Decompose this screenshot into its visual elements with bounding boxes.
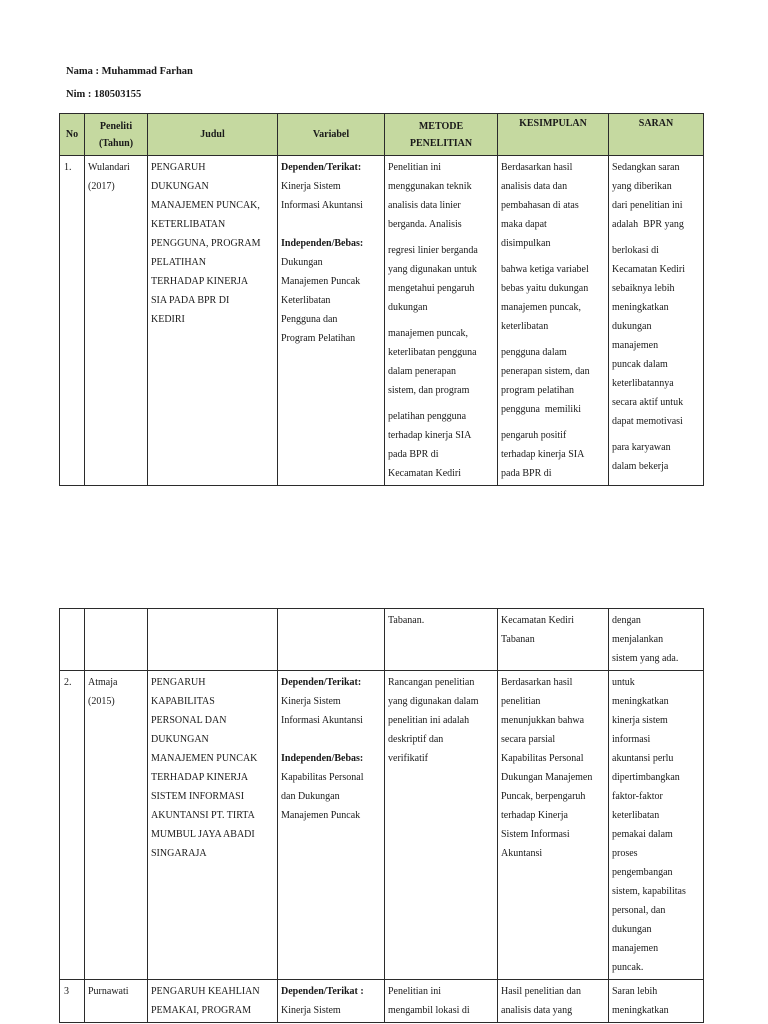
text-line: MUMBUL JAYA ABADI xyxy=(151,829,255,840)
text-line: pengaruh positif xyxy=(501,430,567,441)
col-metode-line1: METODE xyxy=(418,120,464,132)
text-line: proses xyxy=(612,848,638,859)
text-line: pembahasan di atas xyxy=(501,200,579,211)
col-peneliti-line1: Peneliti xyxy=(99,120,133,132)
text-line: Rancangan penelitian xyxy=(388,677,475,688)
table-row-continued xyxy=(60,609,704,671)
text-line: sistem, kapabilitas xyxy=(612,886,686,897)
text-line: pengguna memiliki xyxy=(501,404,581,415)
text-line: berganda. Analisis xyxy=(388,219,462,230)
text-line: pengguna dalam xyxy=(501,347,567,358)
text-line: Berdasarkan hasil xyxy=(501,677,573,688)
saran-part-a xyxy=(612,158,700,234)
text-line: Sedangkan saran xyxy=(612,162,680,173)
text-line: Manajemen Puncak xyxy=(281,276,361,287)
kesimpulan-part-d xyxy=(501,426,605,483)
text-line: Penelitian ini xyxy=(388,986,442,997)
text-line: pelatihan pengguna xyxy=(388,411,467,422)
text-line: dipertimbangkan xyxy=(612,772,680,783)
text-line: yang diberikan xyxy=(612,181,672,192)
row-judul xyxy=(148,156,278,486)
text-line: yang digunakan dalam xyxy=(388,696,479,707)
kesimpulan-part-c xyxy=(501,343,605,419)
text-line: puncak. xyxy=(612,962,644,973)
row-peneliti xyxy=(85,980,148,1023)
text-line: meningkatkan xyxy=(612,696,669,707)
text-line: Kinerja Sistem xyxy=(281,181,341,192)
col-peneliti-line2: (Tahun) xyxy=(98,137,134,149)
saran-part-b xyxy=(612,241,700,431)
var-dependent-list xyxy=(281,1001,381,1020)
text-line: Hasil penelitian dan xyxy=(501,986,581,997)
row-kesimpulan xyxy=(498,671,609,980)
text-line: Tabanan xyxy=(501,634,535,645)
text-line: keterlibatan xyxy=(612,810,660,821)
row-judul xyxy=(148,980,278,1023)
text-line: terhadap kinerja SIA xyxy=(388,430,472,441)
text-line: disimpulkan xyxy=(501,238,551,249)
text-line: keterlibatan pengguna xyxy=(388,347,477,358)
text-line: informasi xyxy=(612,734,651,745)
var-independent-list xyxy=(281,768,381,825)
text-line: bahwa ketiga variabel xyxy=(501,264,589,275)
text-line: pemakai dalam xyxy=(612,829,673,840)
text-line: Puncak, berpengaruh xyxy=(501,791,586,802)
var-independent-label: Independen/Bebas: xyxy=(281,753,364,764)
text-line: dapat memotivasi xyxy=(612,416,683,427)
text-line: secara parsial xyxy=(501,734,556,745)
row-no: 2. xyxy=(60,671,85,980)
var-dependent-label: Dependen/Terikat: xyxy=(281,162,362,173)
row-peneliti xyxy=(85,156,148,486)
saran-part-c xyxy=(612,438,700,476)
text-line: Kecamatan Kediri xyxy=(612,264,686,275)
text-line: MANAJEMEN PUNCAK, xyxy=(151,200,260,211)
row-variabel xyxy=(278,980,385,1023)
cont-metode xyxy=(385,609,498,671)
text-line: mengetahui pengaruh xyxy=(388,283,475,294)
row-variabel xyxy=(278,156,385,486)
text-line: Akuntansi xyxy=(501,848,543,859)
row-judul xyxy=(148,671,278,980)
metode-part-a xyxy=(388,158,494,234)
text-line: PERSONAL DAN xyxy=(151,715,227,726)
text-line: Kinerja Sistem xyxy=(281,1005,341,1016)
text-line: personal, dan xyxy=(612,905,666,916)
col-judul-header: Judul xyxy=(148,114,278,156)
text-line: MANAJEMEN PUNCAK xyxy=(151,753,258,764)
text-line: dalam penerapan xyxy=(388,366,457,377)
metode-part-c xyxy=(388,324,494,400)
text-line: mengambil lokasi di xyxy=(388,1005,470,1016)
kesimpulan-part-b xyxy=(501,260,605,336)
text-line: Manajemen Puncak xyxy=(281,810,361,821)
text-line: KEDIRI xyxy=(151,314,185,325)
text-line: manajemen puncak, xyxy=(501,302,581,313)
text-line: Informasi Akuntansi xyxy=(281,715,363,726)
col-saran-header: SARAN xyxy=(609,114,704,156)
text-line: Kecamatan Kediri xyxy=(388,468,462,479)
row-saran xyxy=(609,980,704,1023)
cont-saran xyxy=(609,609,704,671)
text-line: dalam bekerja xyxy=(612,461,669,472)
text-line: para karyawan xyxy=(612,442,671,453)
text-line: adalah BPR yang xyxy=(612,219,684,230)
text-line: PELATIHAN xyxy=(151,257,206,268)
text-line: untuk xyxy=(612,677,635,688)
text-line: PENGARUH KEAHLIAN xyxy=(151,986,260,997)
text-line: KETERLIBATAN xyxy=(151,219,226,230)
text-line: DUKUNGAN xyxy=(151,734,209,745)
row-variabel xyxy=(278,671,385,980)
text-line: PENGGUNA, PROGRAM xyxy=(151,238,261,249)
table-row xyxy=(60,156,704,486)
researcher-name: Nama : Muhammad Farhan xyxy=(66,66,193,77)
text-line: Kapabilitas Personal xyxy=(281,772,364,783)
text-line: penelitian xyxy=(501,696,541,707)
var-dependent-list xyxy=(281,177,381,215)
table-header-row xyxy=(60,114,704,156)
text-line: dan Dukungan xyxy=(281,791,340,802)
text-line: dengan xyxy=(612,615,641,626)
row-saran xyxy=(609,671,704,980)
text-line: keterlibatan xyxy=(501,321,549,332)
col-metode-header xyxy=(385,114,498,156)
text-line: analisis data yang xyxy=(501,1005,573,1016)
text-line: dukungan xyxy=(388,302,428,313)
text-line: Dukungan xyxy=(281,257,323,268)
text-line: manajemen xyxy=(612,943,659,954)
text-line: yang digunakan untuk xyxy=(388,264,477,275)
row-no: 1. xyxy=(60,156,85,486)
text-line: penelitian ini adalah xyxy=(388,715,470,726)
text-line: verifikatif xyxy=(388,753,428,764)
row-metode xyxy=(385,980,498,1023)
text-line: Wulandari xyxy=(88,162,130,173)
text-line: terhadap Kinerja xyxy=(501,810,568,821)
var-independent-list xyxy=(281,253,381,348)
text-line: dukungan xyxy=(612,321,652,332)
text-line: Kapabilitas Personal xyxy=(501,753,584,764)
text-line: bebas yaitu dukungan xyxy=(501,283,589,294)
var-dependent-label: Dependen/Terikat : xyxy=(281,986,364,997)
text-line: Penelitian ini xyxy=(388,162,442,173)
table-row xyxy=(60,980,704,1023)
text-line: PEMAKAI, PROGRAM xyxy=(151,1005,252,1016)
row-kesimpulan xyxy=(498,980,609,1023)
table-row xyxy=(60,671,704,980)
metode-part-d xyxy=(388,407,494,483)
kesimpulan-part-a xyxy=(501,158,605,253)
text-line: meningkatkan xyxy=(612,302,669,313)
text-line: terhadap kinerja SIA xyxy=(501,449,585,460)
text-line: sistem yang ada. xyxy=(612,653,679,664)
text-line: pada BPR di xyxy=(501,468,552,479)
text-line: maka dapat xyxy=(501,219,547,230)
text-line: kinerja sistem xyxy=(612,715,668,726)
cont-kesimpulan xyxy=(498,609,609,671)
text-line: faktor-faktor xyxy=(612,791,663,802)
text-line: AKUNTANSI PT. TIRTA xyxy=(151,810,255,821)
col-variabel-header: Variabel xyxy=(278,114,385,156)
text-line: Informasi Akuntansi xyxy=(281,200,363,211)
text-line: regresi linier berganda xyxy=(388,245,478,256)
col-kesimpulan-header: KESIMPULAN xyxy=(498,114,609,156)
text-line: (2015) xyxy=(88,696,115,707)
var-independent-label: Independen/Bebas: xyxy=(281,238,364,249)
text-line: SIA PADA BPR DI xyxy=(151,295,230,306)
text-line: pada BPR di xyxy=(388,449,439,460)
text-line: Berdasarkan hasil xyxy=(501,162,573,173)
text-line: pengembangan xyxy=(612,867,673,878)
row-saran xyxy=(609,156,704,486)
var-dependent-list xyxy=(281,692,381,730)
text-line: Dukungan Manajemen xyxy=(501,772,593,783)
text-line: menjalankan xyxy=(612,634,664,645)
text-line: Saran lebih xyxy=(612,986,658,997)
col-metode-line2: PENELITIAN xyxy=(409,137,473,149)
col-peneliti-header xyxy=(85,114,148,156)
text-line: penerapan sistem, dan xyxy=(501,366,590,377)
text-line: Tabanan. xyxy=(388,615,425,626)
text-line: keterlibatannya xyxy=(612,378,674,389)
text-line: KAPABILITAS xyxy=(151,696,215,707)
text-line: (2017) xyxy=(88,181,115,192)
text-line: Keterlibatan xyxy=(281,295,331,306)
row-metode xyxy=(385,671,498,980)
text-line: program pelatihan xyxy=(501,385,575,396)
text-line: analisis data linier xyxy=(388,200,461,211)
text-line: berlokasi di xyxy=(612,245,659,256)
var-dependent-label: Dependen/Terikat: xyxy=(281,677,362,688)
col-no-header: No xyxy=(60,114,85,156)
text-line: Atmaja xyxy=(88,677,118,688)
text-line: Purnawati xyxy=(88,986,129,997)
text-line: TERHADAP KINERJA xyxy=(151,276,249,287)
text-line: sistem, dan program xyxy=(388,385,470,396)
text-line: Program Pelatihan xyxy=(281,333,356,344)
text-line: meningkatkan xyxy=(612,1005,669,1016)
literature-table-1 xyxy=(59,113,704,486)
text-line: sebaiknya lebih xyxy=(612,283,675,294)
text-line: dukungan xyxy=(612,924,652,935)
text-line: manajemen puncak, xyxy=(388,328,468,339)
metode-part-b xyxy=(388,241,494,317)
text-line: SINGARAJA xyxy=(151,848,207,859)
text-line: Kinerja Sistem xyxy=(281,696,341,707)
row-kesimpulan xyxy=(498,156,609,486)
row-peneliti xyxy=(85,671,148,980)
text-line: SISTEM INFORMASI xyxy=(151,791,245,802)
text-line: PENGARUH xyxy=(151,677,206,688)
row-no: 3 xyxy=(60,980,85,1023)
row-metode xyxy=(385,156,498,486)
text-line: dari penelitian ini xyxy=(612,200,683,211)
text-line: Sistem Informasi xyxy=(501,829,570,840)
text-line: akuntansi perlu xyxy=(612,753,674,764)
text-line: menunjukkan bahwa xyxy=(501,715,585,726)
student-id: Nim : 180503155 xyxy=(66,89,142,100)
text-line: Pengguna dan xyxy=(281,314,338,325)
literature-table-2 xyxy=(59,608,704,1023)
text-line: TERHADAP KINERJA xyxy=(151,772,249,783)
text-line: analisis data dan xyxy=(501,181,568,192)
text-line: manajemen xyxy=(612,340,659,351)
text-line: Kecamatan Kediri xyxy=(501,615,575,626)
text-line: menggunakan teknik xyxy=(388,181,472,192)
text-line: secara aktif untuk xyxy=(612,397,684,408)
text-line: PENGARUH xyxy=(151,162,206,173)
text-line: deskriptif dan xyxy=(388,734,444,745)
text-line: puncak dalam xyxy=(612,359,668,370)
text-line: DUKUNGAN xyxy=(151,181,209,192)
